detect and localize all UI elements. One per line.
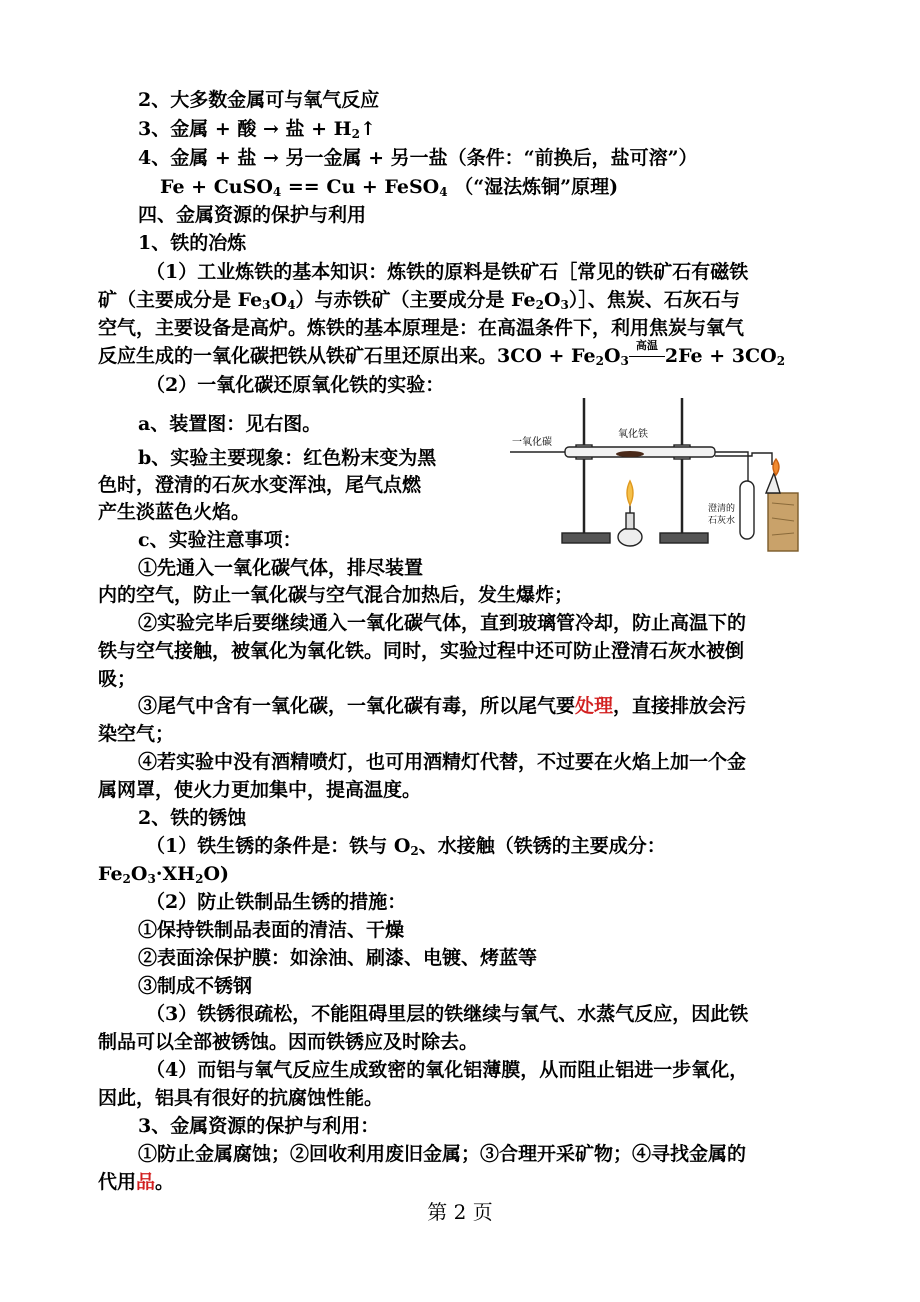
- line-rust-formula: $Fe_2O_3\cdot XH_2O$): [98, 863, 230, 886]
- line-resource-measures-cont: 代用品。: [98, 1171, 175, 1193]
- highlight-text: 处理: [575, 695, 614, 717]
- line-precautions: c、实验注意事项：: [138, 529, 302, 551]
- paragraph-line: （1）工业炼铁的基本知识：炼铁的原料是铁矿石［常见的铁矿石有磁铁: [146, 261, 749, 283]
- test-tube: [740, 481, 754, 539]
- left-stand-base: [562, 533, 610, 543]
- line-rust-loose: （3）铁锈很疏松，不能阻碍里层的铁继续与氧气、水蒸气反应，因此铁: [146, 1003, 749, 1025]
- label-co: 一氧化碳: [512, 437, 552, 448]
- burner-flame: [627, 481, 633, 505]
- right-stand-base: [660, 533, 708, 543]
- line-rust-prevention: （2）防止铁制品生锈的措施：: [146, 891, 407, 913]
- line-prevention-1: ①保持铁制品表面的清洁、干燥: [138, 919, 405, 941]
- subheading-iron-smelting: 1、铁的冶炼: [138, 232, 247, 254]
- alcohol-burner: [618, 528, 642, 546]
- line-precaution-2-cont: 吸；: [98, 668, 137, 690]
- line-precaution-3-cont: 染空气；: [98, 723, 175, 745]
- paragraph-line-with-equation: 反应生成的一氧化碳把铁从铁矿石里还原出来。$3CO + Fe_2O_3$ 高温 $2Fe + 3CO_2$: [98, 339, 786, 368]
- line-rust-condition: （1）铁生锈的条件是：铁与 $O_2$、水接触（铁锈的主要成分：: [146, 835, 666, 858]
- iron-oxide-powder: [616, 451, 644, 457]
- line-reaction-oxygen: 2、大多数金属可与氧气反应: [138, 89, 380, 111]
- line-apparatus: a、装置图：见右图。: [138, 413, 322, 435]
- label-iron-oxide: 氧化铁: [618, 429, 648, 440]
- subheading-co-experiment: （2）一氧化碳还原氧化铁的实验：: [146, 374, 445, 396]
- line-phenomenon-cont: 产生淡蓝色火焰。: [98, 501, 251, 523]
- line-precaution-1-cont: 内的空气，防止一氧化碳与空气混合加热后，发生爆炸；: [98, 584, 574, 606]
- subheading-resource-protection: 3、金属资源的保护与利用：: [138, 1115, 380, 1137]
- line-reaction-salt: 4、金属 + 盐 → 另一金属 + 另一盐（条件：“前换后，盐可溶”）: [138, 147, 698, 169]
- line-phenomenon: b、实验主要现象：红色粉末变为黑: [138, 447, 437, 469]
- label-limewater-1: 澄清的: [708, 504, 736, 514]
- line-rust-loose-cont: 制品可以全部被锈蚀。因而铁锈应及时除去。: [98, 1031, 479, 1053]
- paragraph-line: 空气，主要设备是高炉。炼铁的基本原理是：在高温条件下，利用焦炭与氧气: [98, 317, 745, 339]
- highlight-text: 品: [136, 1171, 156, 1193]
- line-aluminum-cont: 因此，铝具有很好的抗腐蚀性能。: [98, 1087, 384, 1109]
- paragraph-line: 矿（主要成分是 $Fe_3O_4$）与赤铁矿（主要成分是 $Fe_2O_3)]$、焦炭、石灰石与: [98, 289, 740, 312]
- line-wet-copper-equation: Fe + CuSO$_4$ == Cu + FeSO$_4$ （“湿法炼铜”原理): [160, 176, 619, 199]
- label-limewater-2: 石灰水: [708, 516, 736, 526]
- subheading-iron-rust: 2、铁的锈蚀: [138, 807, 247, 829]
- line-precaution-3: ③尾气中含有一氧化碳，一氧化碳有毒，所以尾气要处理，直接排放会污: [138, 695, 747, 717]
- page-number: 第 2 页: [427, 1200, 493, 1224]
- line-precaution-4-cont: 属网罩，使火力更加集中，提高温度。: [98, 779, 422, 801]
- tail-gas-flame: [773, 459, 779, 475]
- line-precaution-1: ①先通入一氧化碳气体，排尽装置: [138, 557, 424, 579]
- wooden-block: [768, 493, 798, 551]
- line-phenomenon-cont: 色时，澄清的石灰水变浑浊，尾气点燃: [98, 474, 422, 496]
- line-reaction-acid: 3、金属 + 酸 → 盐 + $H_2↑$: [138, 118, 376, 141]
- line-resource-measures: ①防止金属腐蚀；②回收利用废旧金属；③合理开采矿物；④寻找金属的: [138, 1143, 747, 1165]
- line-precaution-4: ④若实验中没有酒精喷灯，也可用酒精灯代替，不过要在火焰上加一个金: [138, 751, 747, 773]
- line-precaution-2-cont: 铁与空气接触，被氧化为氧化铁。同时，实验过程中还可防止澄清石灰水被倒: [98, 640, 745, 662]
- line-precaution-2: ②实验完毕后要继续通入一氧化碳气体，直到玻璃管冷却，防止高温下的: [138, 612, 747, 634]
- high-temperature-condition: 高温: [629, 343, 665, 369]
- line-prevention-2: ②表面涂保护膜：如涂油、刷漆、电镀、烤蓝等: [138, 947, 538, 969]
- section-heading-4: 四、金属资源的保护与利用: [138, 204, 367, 226]
- line-aluminum: （4）而铝与氧气反应生成致密的氧化铝薄膜，从而阻止铝进一步氧化，: [146, 1059, 749, 1081]
- line-prevention-3: ③制成不锈钢: [138, 975, 253, 997]
- apparatus-figure: [510, 393, 810, 555]
